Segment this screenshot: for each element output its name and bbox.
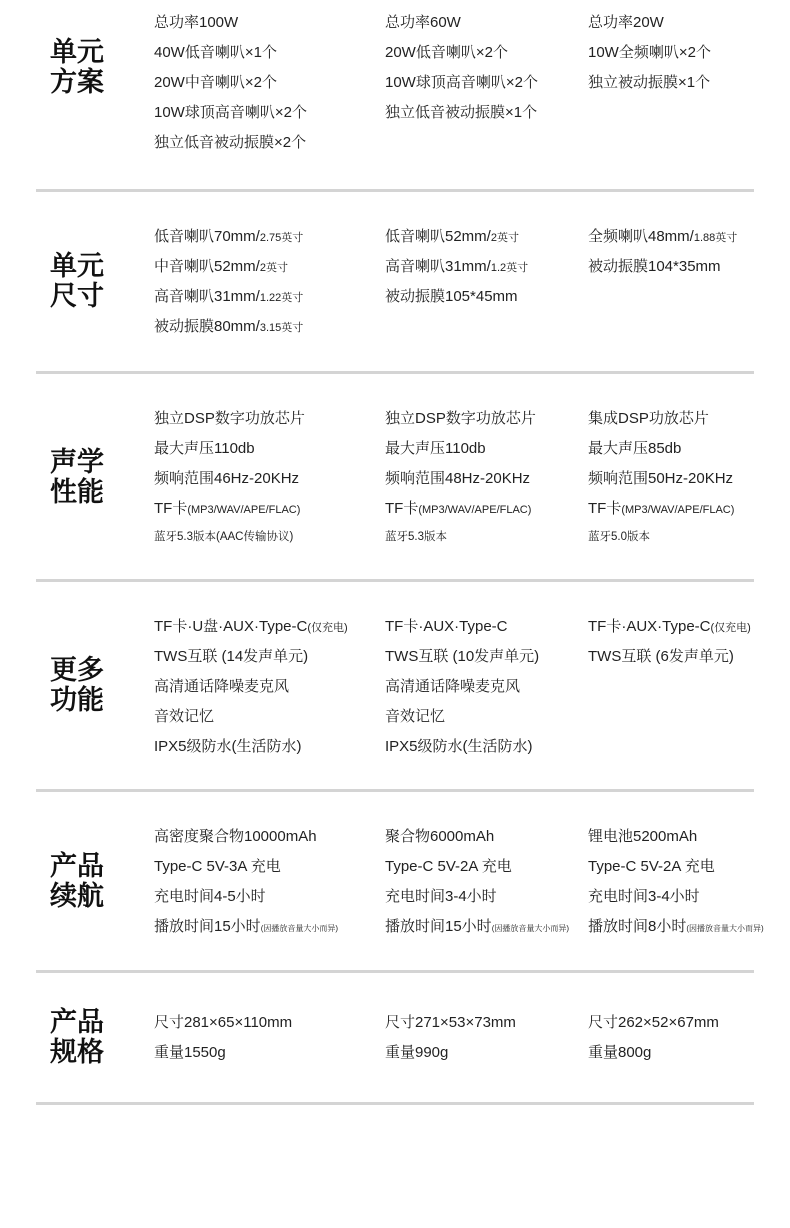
label-line: 续航 [50,881,104,912]
spec-line: 10W球顶高音喇叭×2个 [385,74,538,91]
spec-line: 蓝牙5.0版本 [588,531,650,543]
section-divider [36,1102,754,1105]
spec-column-3 [588,822,788,942]
label-line: 方案 [50,67,104,98]
spec-line: Type-C 5V-2A 充电 [385,858,512,875]
spec-line: 独立DSP数字功放芯片 [154,410,305,427]
spec-column-2 [385,404,585,550]
spec-line: 尺寸271×53×73mm [385,1014,516,1031]
spec-line: IPX5级防水(生活防水) [385,738,533,755]
spec-line: TWS互联 (6发声单元) [588,648,734,665]
label-line: 声学 [50,447,104,478]
spec-line: 独立被动振膜×1个 [588,74,711,91]
section-label [50,1008,120,1068]
spec-line: 充电时间3-4小时 [385,888,497,905]
spec-line: IPX5级防水(生活防水) [154,738,302,755]
spec-line: TF卡·AUX·Type-C(仅充电) [588,618,751,635]
spec-column-3 [588,222,788,282]
spec-line: 全频喇叭48mm/1.88英寸 [588,228,738,245]
spec-line: TWS互联 (10发声单元) [385,648,540,665]
spec-column-2 [385,222,585,312]
spec-line: 重量1550g [154,1044,226,1061]
spec-line: 音效记忆 [385,708,446,725]
spec-line: 低音喇叭70mm/2.75英寸 [154,228,304,245]
section-divider [36,189,754,192]
spec-line: 被动振膜80mm/3.15英寸 [154,318,304,335]
spec-line: 频响范围50Hz-20KHz [588,470,734,487]
spec-column-3 [588,404,788,550]
spec-line: TF卡(MP3/WAV/APE/FLAC) [154,500,301,517]
spec-line: 被动振膜104*35mm [588,258,721,275]
spec-column-1 [154,8,379,158]
spec-line: 聚合物6000mAh [385,828,495,845]
spec-line: 尺寸262×52×67mm [588,1014,719,1031]
label-line: 更多 [50,655,104,686]
spec-line: 频响范围46Hz-20KHz [154,470,300,487]
spec-column-3 [588,8,788,98]
spec-line: 高密度聚合物10000mAh [154,828,317,845]
spec-line: 最大声压85db [588,440,682,457]
spec-column-2 [385,612,585,762]
spec-line: TWS互联 (14发声单元) [154,648,309,665]
label-line: 尺寸 [50,281,104,312]
spec-column-2 [385,1008,585,1068]
spec-column-3 [588,612,788,672]
spec-line: 重量990g [385,1044,449,1061]
spec-line: 10W全频喇叭×2个 [588,44,711,61]
spec-column-2 [385,8,585,128]
spec-line: 蓝牙5.3版本(AAC传输协议) [154,531,294,543]
label-line: 产品 [50,1007,104,1038]
section-label [50,656,120,716]
section-divider [36,970,754,973]
spec-line: 重量800g [588,1044,652,1061]
spec-column-1 [154,612,379,762]
spec-line: 最大声压110db [154,440,255,457]
spec-line: TF卡(MP3/WAV/APE/FLAC) [588,500,735,517]
spec-line: TF卡·AUX·Type-C [385,618,508,635]
section-label [50,38,120,98]
spec-line: 高音喇叭31mm/1.22英寸 [154,288,304,305]
spec-line: Type-C 5V-3A 充电 [154,858,281,875]
spec-column-2 [385,822,585,942]
label-line: 性能 [50,477,104,508]
spec-column-3 [588,1008,788,1068]
section-label [50,852,120,912]
spec-line: 集成DSP功放芯片 [588,410,709,427]
label-line: 单元 [50,37,104,68]
spec-line: 高清通话降噪麦克风 [154,678,290,695]
spec-line: 独立DSP数字功放芯片 [385,410,536,427]
spec-line: 播放时间8小时(因播放音量大小而异) [588,918,764,935]
spec-line: TF卡(MP3/WAV/APE/FLAC) [385,500,532,517]
spec-line: 10W球顶高音喇叭×2个 [154,104,307,121]
spec-line: 独立低音被动振膜×1个 [385,104,538,121]
spec-line: 总功率20W [588,14,664,31]
spec-line: 尺寸281×65×110mm [154,1014,293,1031]
spec-line: 低音喇叭52mm/2英寸 [385,228,519,245]
spec-line: TF卡·U盘·AUX·Type-C(仅充电) [154,618,348,635]
spec-line: 充电时间4-5小时 [154,888,266,905]
section-label [50,252,120,312]
label-line: 功能 [50,685,104,716]
section-label [50,448,120,508]
spec-line: 充电时间3-4小时 [588,888,700,905]
spec-column-1 [154,222,379,342]
spec-line: 最大声压110db [385,440,486,457]
spec-line: 播放时间15小时(因播放音量大小而异) [154,918,339,935]
spec-line: 20W低音喇叭×2个 [385,44,508,61]
spec-column-1 [154,404,379,550]
spec-line: Type-C 5V-2A 充电 [588,858,715,875]
spec-line: 被动振膜105*45mm [385,288,518,305]
spec-line: 总功率60W [385,14,461,31]
spec-column-1 [154,822,379,942]
spec-line: 播放时间15小时(因播放音量大小而异) [385,918,570,935]
spec-line: 频响范围48Hz-20KHz [385,470,531,487]
label-line: 产品 [50,851,104,882]
spec-line: 高音喇叭31mm/1.2英寸 [385,258,529,275]
spec-line: 高清通话降噪麦克风 [385,678,521,695]
spec-column-1 [154,1008,379,1068]
section-divider [36,371,754,374]
label-line: 单元 [50,251,104,282]
spec-line: 20W中音喇叭×2个 [154,74,277,91]
label-line: 规格 [50,1037,104,1068]
spec-line: 音效记忆 [154,708,215,725]
spec-line: 锂电池5200mAh [588,828,698,845]
section-divider [36,579,754,582]
spec-line: 蓝牙5.3版本 [385,531,447,543]
spec-line: 中音喇叭52mm/2英寸 [154,258,288,275]
spec-line: 总功率100W [154,14,239,31]
spec-line: 独立低音被动振膜×2个 [154,134,307,151]
section-divider [36,789,754,792]
spec-line: 40W低音喇叭×1个 [154,44,277,61]
